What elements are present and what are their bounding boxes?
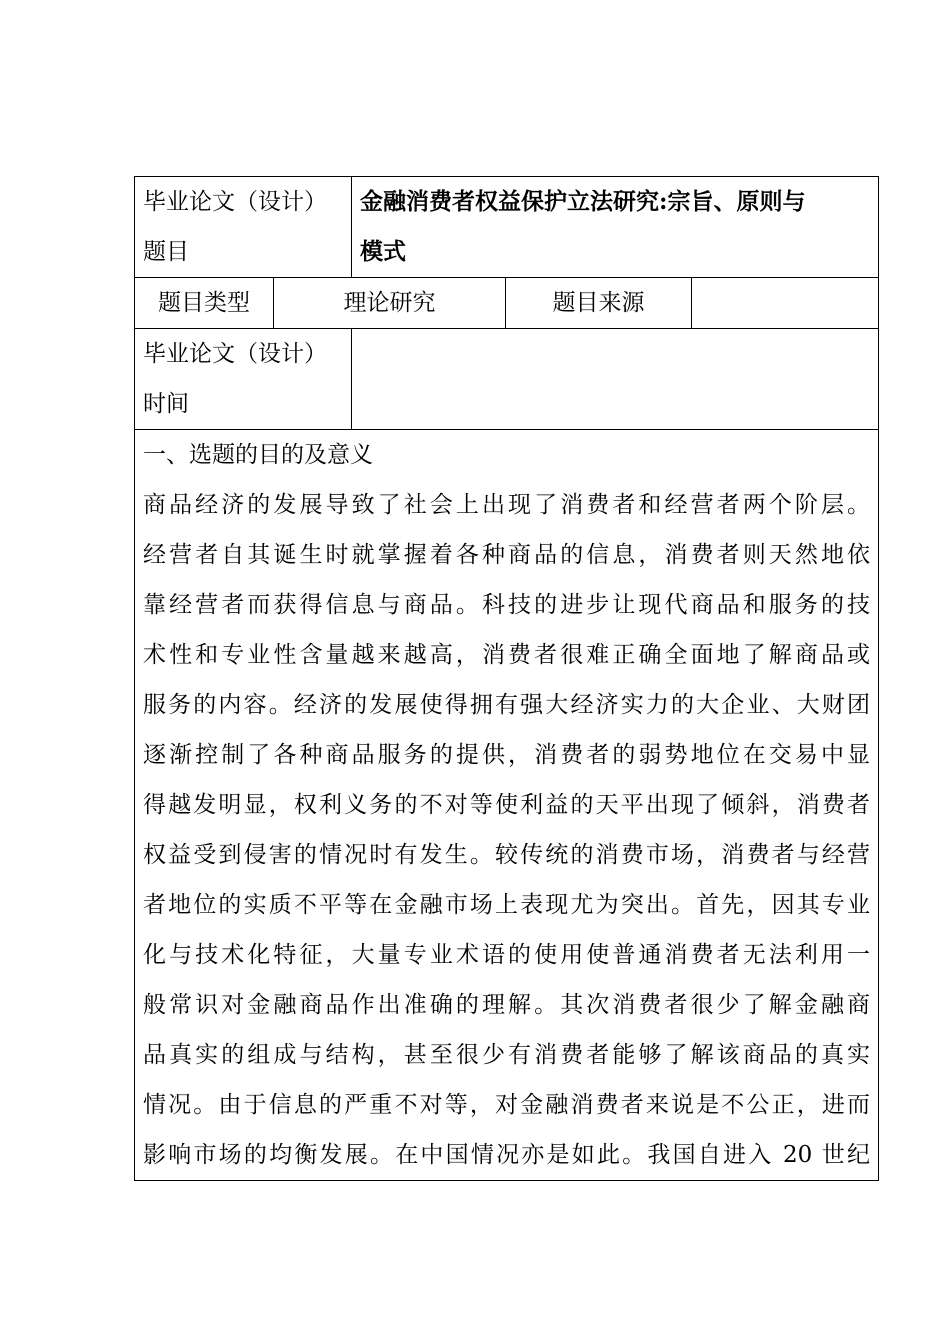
body-line: 商品经济的发展导致了社会上出现了消费者和经营者两个阶层。 [143,492,871,518]
topic-label-cell [135,177,352,278]
time-label-cell [135,329,352,430]
topic-row [135,177,879,278]
topic-value-line2: 模式 [360,238,406,265]
purpose-row [135,430,879,1181]
body-line: 得越发明显，权利义务的不对等使利益的天平出现了倾斜，消费者 [143,792,871,818]
purpose-section-cell [135,430,879,1181]
time-value-cell [352,329,879,430]
section-heading: 一、选题的目的及意义 [143,442,373,468]
topic-value-cell [352,177,879,278]
body-line: 情况。由于信息的严重不对等，对金融消费者来说是不公正，进而 [143,1092,871,1118]
type-value-cell: 理论研究 [274,278,506,329]
type-row [135,278,879,329]
topic-label-line1: 毕业论文（设计） [143,189,327,215]
thesis-proposal-form [134,176,879,1181]
body-line: 者地位的实质不平等在金融市场上表现尤为突出。首先，因其专业 [143,892,871,918]
body-line: 靠经营者而获得信息与商品。科技的进步让现代商品和服务的技 [143,592,871,618]
source-label-cell: 题目来源 [506,278,692,329]
body-line: 术性和专业性含量越来越高，消费者很难正确全面地了解商品或 [143,642,871,668]
body-line: 影响市场的均衡发展。在中国情况亦是如此。我国自进入 20 世纪 [143,1142,871,1168]
topic-label-line2: 题目 [143,239,189,265]
type-label-cell: 题目类型 [135,278,274,329]
body-line: 服务的内容。经济的发展使得拥有强大经济实力的大企业、大财团 [143,692,871,718]
time-row [135,329,879,430]
body-line: 经营者自其诞生时就掌握着各种商品的信息，消费者则天然地依 [143,542,871,568]
body-line: 品真实的组成与结构，甚至很少有消费者能够了解该商品的真实 [143,1042,871,1068]
body-line: 逐渐控制了各种商品服务的提供，消费者的弱势地位在交易中显 [143,742,871,768]
body-line: 化与技术化特征，大量专业术语的使用使普通消费者无法利用一 [143,942,871,968]
time-label-line2: 时间 [143,391,189,417]
time-label-line1: 毕业论文（设计） [143,341,327,367]
body-line: 权益受到侵害的情况时有发生。较传统的消费市场，消费者与经营 [143,842,871,868]
source-value-cell [692,278,879,329]
body-line: 般常识对金融商品作出准确的理解。其次消费者很少了解金融商 [143,992,871,1018]
topic-value-line1: 金融消费者权益保护立法研究:宗旨、原则与 [360,188,806,215]
